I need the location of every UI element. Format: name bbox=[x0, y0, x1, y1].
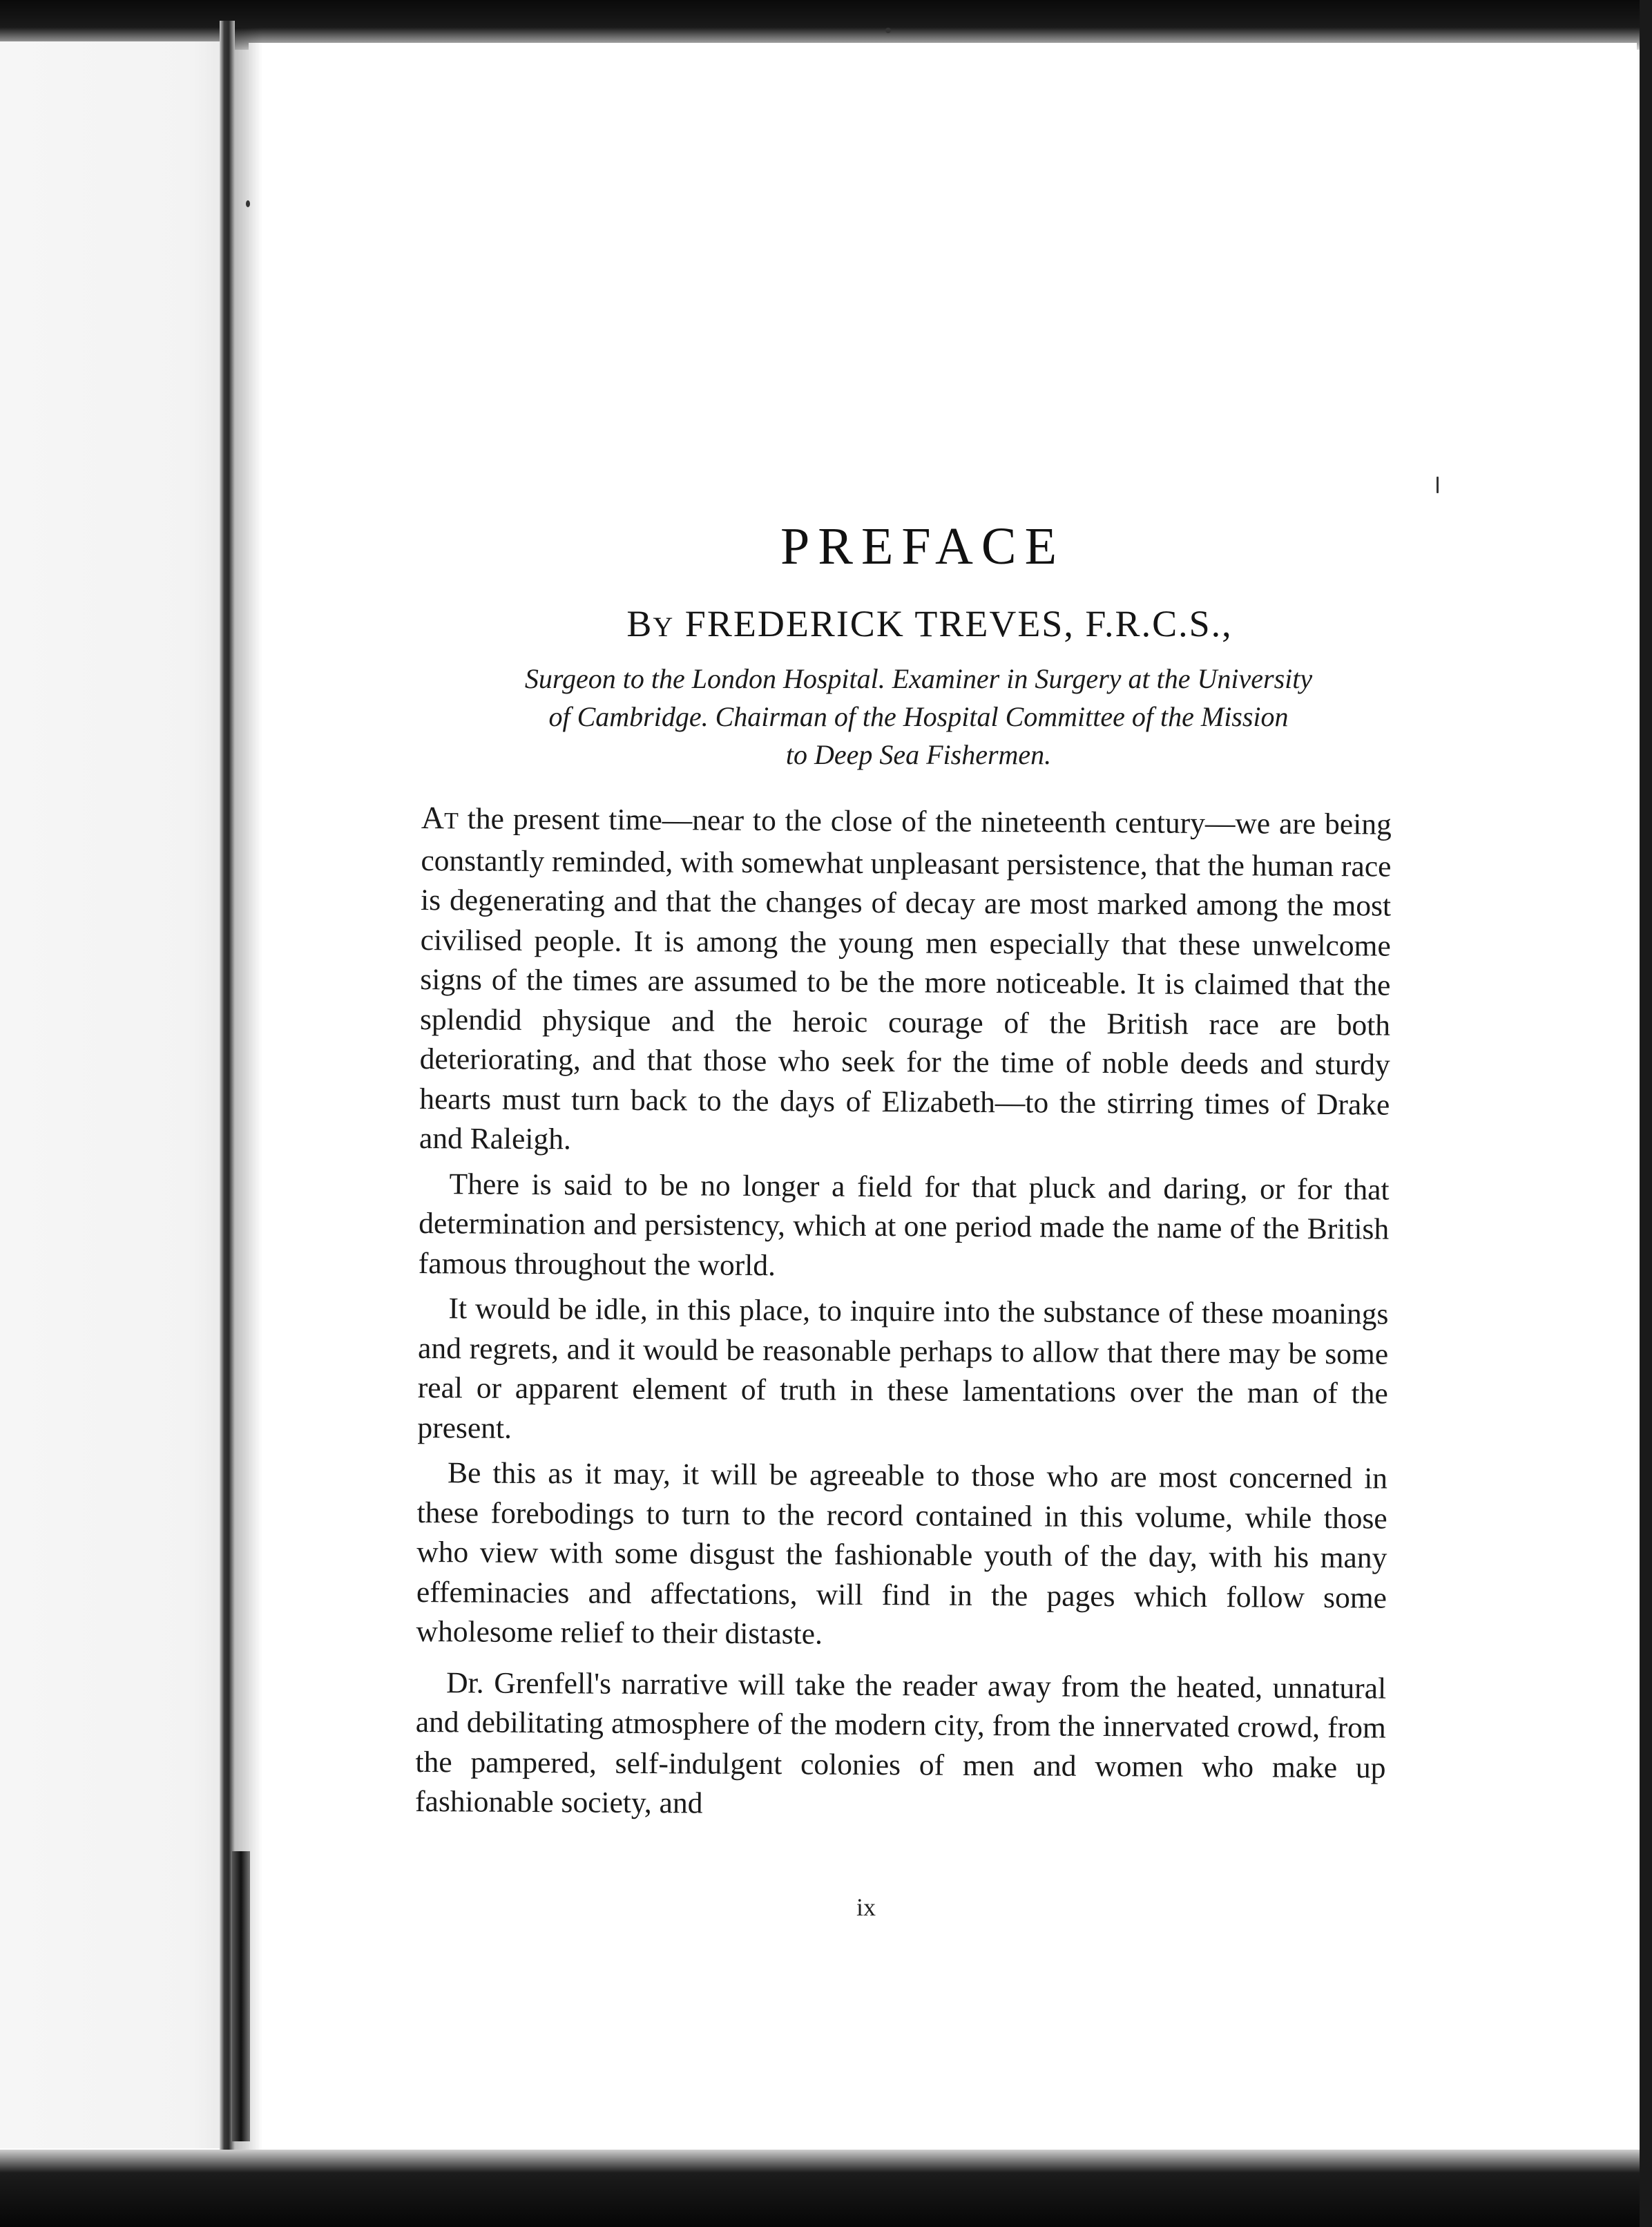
scan-speck bbox=[1437, 477, 1439, 493]
credentials-line: of Cambridge. Chairman of the Hospital Committee of the Mission bbox=[548, 701, 1289, 732]
paragraph bbox=[419, 798, 1392, 1165]
paragraph: Be this as it may, it will be agreeable to those who are most concerned in these forebodings to turn to the record contained in this volume, while those who view with some disgust the fashionable youth of the day, with his many effeminacies and affectations, will find in the pages which follow some wholesome relief to their distaste. bbox=[416, 1456, 1388, 1651]
scan-bottom-edge bbox=[0, 2150, 1652, 2227]
paragraph-lead-cap: A bbox=[421, 800, 445, 836]
gutter-shadow bbox=[235, 28, 262, 2169]
byline-prefix-cap: B bbox=[626, 603, 653, 644]
paragraph: Dr. Grenfell's narrative will take the reader away from the heated, unnatural and debilitating atmosphere of the modern city, from the innervated crowd, from the pampered, self-indulgent colonies of men and women who make up fashionable society, and bbox=[414, 1665, 1387, 1820]
scan-speck bbox=[885, 28, 891, 33]
preface-body bbox=[415, 798, 1392, 1833]
author-byline bbox=[0, 602, 1652, 645]
page-number: ix bbox=[856, 1893, 876, 1921]
credentials-line: Surgeon to the London Hospital. Examiner in Surgery at the University bbox=[524, 663, 1313, 694]
scan-speck bbox=[246, 200, 250, 207]
left-blank-page bbox=[0, 41, 228, 2148]
byline-prefix-small: Y bbox=[653, 611, 675, 642]
page-title: PREFACE bbox=[780, 517, 1065, 575]
gutter-dark-band bbox=[232, 1851, 250, 2141]
credentials-line: to Deep Sea Fishermen. bbox=[785, 739, 1052, 770]
paragraph: There is said to be no longer a field for that pluck and daring, or for that determination and persistency, which at one period made the name of the British famous throughout the world. bbox=[418, 1167, 1390, 1282]
author-credentials bbox=[428, 660, 1409, 774]
scan-right-edge bbox=[1640, 0, 1652, 2227]
paragraph: It would be idle, in this place, to inquire into the substance of these moanings and regrets, and it would be reasonable perhaps to allow that there may be some real or apparent element of truth in these lamentations over the man of the present. bbox=[417, 1292, 1389, 1445]
paragraph-lead-small: T bbox=[443, 808, 459, 834]
paragraph-text: the present time—near to the close of the nineteenth century—we are being constantly reminded, with somewhat unpleasant persistence, that the human race is degenerating and that the changes of decay are most marked among the most civilised people. It is among the young men especially that these unwelcome signs of the times are assumed to be the more noticeable. It is claimed that the splendid physique and the heroic courage of the British race are both deteriorating, and that those who seek for the time of noble deeds and sturdy hearts must turn back to the days of Elizabeth—to the stirring times of Drake and Raleigh. bbox=[419, 802, 1392, 1156]
byline-name: FREDERICK TREVES, F.R.C.S., bbox=[674, 603, 1233, 644]
